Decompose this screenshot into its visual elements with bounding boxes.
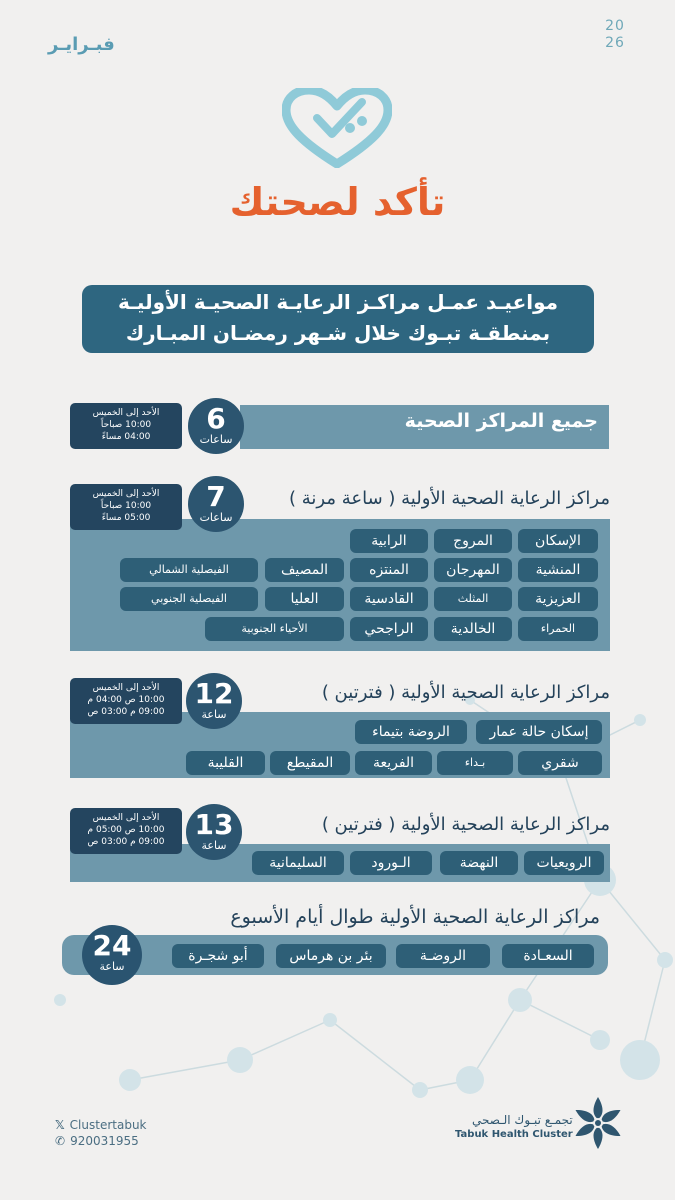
banner-line-2: بمنطقـة تبـوك خلال شـهر رمضـان المبـارك — [125, 321, 551, 345]
twitter-handle: Clustertabuk — [69, 1118, 147, 1132]
center-tag: المثلث — [434, 587, 512, 611]
section-7h-time — [70, 484, 182, 530]
center-tag: الراجحي — [350, 617, 428, 641]
time-days: الأحد إلى الخميس — [92, 813, 160, 823]
phone-icon: ✆ — [55, 1134, 66, 1148]
hours-unit: ساعة — [201, 708, 227, 721]
hours-number: 7 — [206, 480, 226, 513]
section-7h-title: مراكز الرعاية الصحية الأولية ( ساعة مرنة ) — [289, 488, 610, 509]
center-tag: الفيصلية الشمالي — [120, 558, 258, 582]
cluster-name-arabic: تجمـع تبـوك الـصحي — [471, 1113, 573, 1127]
center-tag: الروضة بتيماء — [355, 720, 467, 744]
section-12h-badge — [186, 673, 242, 729]
center-tag: الروضـة — [396, 944, 490, 968]
hours-number: 12 — [194, 677, 234, 710]
time-start: 10:00 صباحاً — [100, 501, 152, 511]
center-tag: الحمراء — [518, 617, 598, 641]
center-tag: الفيصلية الجنوبي — [120, 587, 258, 611]
time-shift-2: 09:00 م 03:00 ص — [87, 707, 165, 717]
heart-check-logo — [282, 88, 392, 168]
center-tag: المنتزه — [350, 558, 428, 582]
hours-unit: ساعة — [99, 960, 125, 973]
year-line-1: 20 — [605, 18, 625, 34]
tabuk-health-cluster-logo — [570, 1095, 626, 1151]
section-24h-title: مراكز الرعاية الصحية الأولية طوال أيام الأسبوع — [230, 906, 600, 928]
time-days: الأحد إلى الخميس — [92, 408, 160, 418]
section-13h-time — [70, 808, 182, 854]
time-days: الأحد إلى الخميس — [92, 489, 160, 499]
phone-number: 920031955 — [70, 1134, 139, 1148]
center-tag: القليبة — [186, 751, 265, 775]
title-banner — [82, 285, 594, 353]
center-tag: الأحياء الجنوبية — [205, 617, 344, 641]
section-12h-time — [70, 678, 182, 724]
section-6h-title: جميع المراكز الصحية — [404, 410, 598, 432]
center-tag: الإسكان — [518, 529, 598, 553]
section-13h-badge — [186, 804, 242, 860]
hours-number: 24 — [92, 929, 132, 962]
center-tag: الرويعيات — [524, 851, 604, 875]
center-tag: المروج — [434, 529, 512, 553]
time-start: 10:00 صباحاً — [100, 420, 152, 430]
center-tag: أبو شجـرة — [172, 944, 264, 968]
center-tag: الـورود — [350, 851, 432, 875]
center-tag: المصيف — [265, 558, 344, 582]
hours-number: 6 — [206, 402, 226, 435]
section-7h-badge — [188, 476, 244, 532]
section-13h-title: مراكز الرعاية الصحية الأولية ( فترتين ) — [321, 814, 610, 835]
cluster-name — [455, 1112, 573, 1142]
month-label: فبـرايـر — [48, 34, 115, 55]
hours-unit: ساعة — [201, 839, 227, 852]
year-label — [600, 18, 630, 52]
center-tag: المقيطع — [270, 751, 350, 775]
center-tag: العليا — [265, 587, 344, 611]
contact-info — [55, 1117, 147, 1149]
section-24h-badge — [82, 925, 142, 985]
center-tag: النهضة — [440, 851, 518, 875]
center-tag: شقري — [518, 751, 602, 775]
center-tag: الرابية — [350, 529, 428, 553]
center-tag: بـداء — [437, 751, 513, 775]
center-tag: الفريعة — [355, 751, 432, 775]
time-end: 05:00 مساءً — [101, 513, 151, 523]
center-tag: إسكان حالة عمار — [476, 720, 602, 744]
banner-line-1: مواعيـد عمـل مراكـز الرعايـة الصحيـة الأوليـة — [117, 290, 559, 314]
center-tag: المهرجان — [434, 558, 512, 582]
section-6h-time — [70, 403, 182, 449]
cluster-name-english: Tabuk Health Cluster — [455, 1129, 573, 1140]
x-twitter-icon: 𝕏 — [55, 1118, 65, 1132]
section-12h-title: مراكز الرعاية الصحية الأولية ( فترتين ) — [321, 682, 610, 703]
year-line-2: 26 — [605, 35, 625, 51]
time-shift-1: 10:00 ص 05:00 م — [87, 825, 165, 835]
center-tag: القادسية — [350, 587, 428, 611]
time-end: 04:00 مساءً — [101, 432, 151, 442]
slogan: تأكد لصحتك — [229, 180, 446, 224]
time-shift-1: 10:00 ص 04:00 م — [87, 695, 165, 705]
center-tag: السعـادة — [502, 944, 594, 968]
hours-number: 13 — [194, 808, 234, 841]
time-days: الأحد إلى الخميس — [92, 683, 160, 693]
center-tag: الخالدية — [434, 617, 512, 641]
center-tag: السليمانية — [252, 851, 344, 875]
center-tag: المنشية — [518, 558, 598, 582]
time-shift-2: 09:00 م 03:00 ص — [87, 837, 165, 847]
section-6h-badge — [188, 398, 244, 454]
hours-unit: ساعات — [199, 511, 233, 524]
center-tag: العزيزية — [518, 587, 598, 611]
hours-unit: ساعات — [199, 433, 233, 446]
center-tag: بئر بن هرماس — [276, 944, 386, 968]
